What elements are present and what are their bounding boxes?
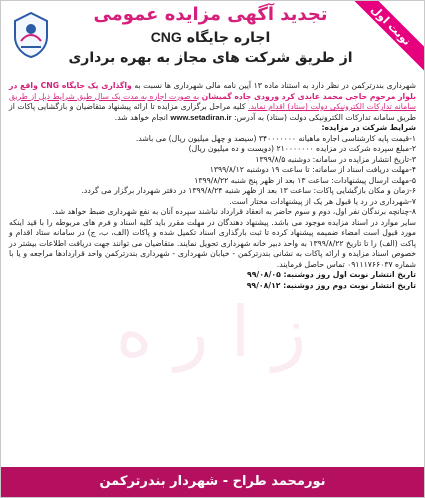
- municipality-logo-icon: [11, 11, 51, 59]
- condition-item: ۶-زمان و مکان بازگشایی پاکات: ساعت ۱۳ بعد از ظهر شنبه ۱۳۹۹/۸/۲۴ در دفتر شهردار برگزار می گردد.: [81, 186, 416, 195]
- location-highlight: واگذاری یک جایگاه CNG واقع در بلوار مرحوم حاجی محمد عابدی کرد ورودی جاده گمیشان: [9, 81, 416, 101]
- condition-item: ۱-قیمت پایه کارشناسی اجاره ماهیانه ۳۴۰۰۰۰۰۰۰ (سیصد و چهل میلیون ریال) می باشد.: [135, 133, 416, 143]
- condition-item: ۷-شهرداری در رد یا قبول هر یک از پیشنهادات مختار است.: [229, 196, 416, 206]
- intro-text-3: کلیه مراحل برگزاری مزایده تا ارائه پیشنهاد متقاضیان و بازگشایی پاکات از طریق سامانه تدارکات الکترونیکی دولت (ستاد) به آدرس:: [9, 102, 416, 122]
- subtitle-line-1: [59, 27, 362, 48]
- intro-text-2: به صورت اجاره به مدت یک سال طبق شرایط ذیل از طریق سامانه تدارکات الکترونیکی دولت (ستاد) اقدام نماید.: [9, 91, 416, 111]
- condition-item: ۴-مهلت دریافت اسناد از سامانه: تا ساعت ۱۹ دوشنبه ۱۳۹۹/۸/۱۲: [209, 165, 416, 174]
- announcement-body: [9, 81, 416, 291]
- page-title: تجدید آگهی مزایده عمومی: [93, 4, 328, 25]
- ribbon-label: نوبت اول: [354, 1, 424, 70]
- subtitle-prefix: اجاره جایگاه: [186, 30, 271, 46]
- intro-text-1: شهرداری بندرترکمن در نظر دارد به استناد ماده ۱۳ آیین نامه مالی شهرداری ها نسبت به: [134, 81, 416, 90]
- condition-item: ۲-مبلغ سپرده شرکت در مزایده ۲۱۰۰۰۰۰۰۰ (دویست و ده میلیون ریال): [188, 144, 416, 153]
- subtitle-cng: CNG: [150, 29, 182, 45]
- publication-date-2: تاریخ انتشار نوبت دوم روز دوشنبه: ۹۹/۰۸/۱۲: [246, 280, 416, 290]
- round-ribbon: [354, 1, 424, 71]
- closing-paragraph: سایر موارد در اسناد مزایده موجود می باشد. پیشنهاد دهندگان در مهلت مقرر باید کلیه اسناد و فرم های مربوطه را با قید اینکه مورد قبول است امضاء ضمیمه پیشنهاد کرده تا ثبت بارگذاری اسناد تکمیل شده و پاکات (الف، ب، ج) در سامانه ستاد اقدام و پاکت (الف) را تا تاریخ ۱۳۹۹/۸/۲۲ به واحد دبیر خانه شهرداری تحویل نمایند. متقاضیان می توانند جهت دریافت اطلاعات بیشتر در خصوص اسناد مزایده و ارائه پاکات به نشانی بندرترکمن - خیابان شهرداری - شهرداری بندرترکمن واحد قراردادها مراجعه و یا با شماره ۰۹۱۱۱۷۶۶۰۳۷ تماس حاصل فرمایند.: [9, 217, 416, 269]
- footer-signature-bar: [1, 467, 424, 497]
- signature-text: نورمحمد طراح - شهردار بندرترکمن: [99, 474, 326, 489]
- publication-date-1: تاریخ انتشار نوبت اول روز دوشنبه: ۹۹/۰۸/۰۵: [247, 270, 416, 279]
- condition-item: ۳-تاریخ انتشار مزایده در سامانه: دوشنبه ۱۳۹۹/۸/۵: [255, 154, 416, 164]
- website-link[interactable]: www.setadiran.ir: [170, 112, 232, 122]
- intro-paragraph: [9, 81, 416, 123]
- condition-item: ۸-چنانچه برندگان نفر اول، دوم و سوم حاضر به انعقاد قرارداد نباشند سپرده آنان به نفع شهرداری ضبط خواهد شد.: [52, 207, 416, 216]
- condition-item: ۵-مهلت ارسال پیشنهادات: ساعت ۱۳ بعد از ظهر پنج شنبه ۱۳۹۹/۸/۲۲: [194, 175, 416, 185]
- watermark-icon: [91, 281, 331, 391]
- svg-text:ز ا ر ه: ز ا ر ه: [115, 291, 307, 373]
- intro-text-4: انجام خواهد شد.: [114, 112, 168, 122]
- subtitle-line-2: از طریق شرکت های مجاز به بهره برداری: [68, 50, 353, 66]
- header: [59, 3, 362, 68]
- conditions-title: شرایط شرکت در مزایده:: [321, 123, 416, 132]
